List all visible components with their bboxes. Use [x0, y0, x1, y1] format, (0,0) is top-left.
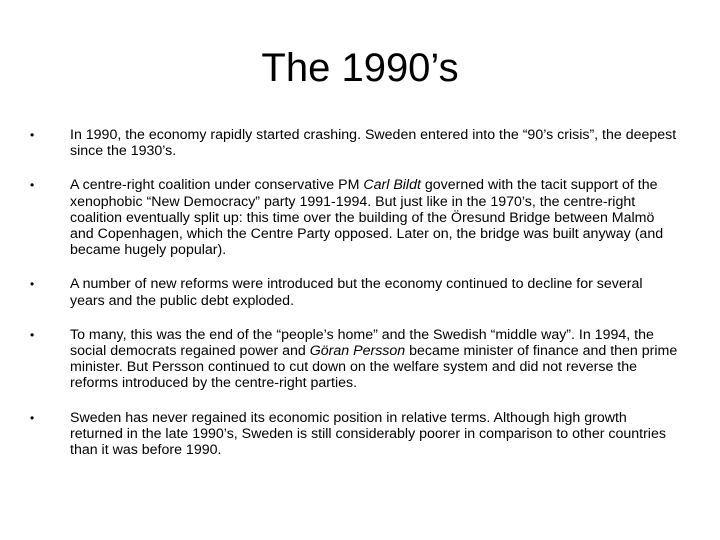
- bullet-icon: •: [30, 277, 35, 292]
- bullet-icon: •: [30, 128, 35, 142]
- bullet-list: [30, 127, 680, 476]
- bullet-text-segment: A number of new reforms were introduced but the economy continued to decline for several years and the public debt exploded.: [70, 276, 643, 309]
- bullet-text: [70, 177, 680, 258]
- bullet-text-segment: Sweden has never regained its economic position in relative terms. Although high growth returned in the late 1990’s, Sweden is still considerably poorer in comparison to other countries than it was before 1990.: [70, 409, 666, 459]
- bullet-text-segment: To many, this was the end of the “people’s home” and the Swedish “middle way”. In 1994, the social democrats regained power and: [70, 326, 654, 360]
- bullet-text: [70, 327, 680, 392]
- bullet-text: [70, 127, 680, 159]
- bullet-item: [30, 276, 680, 308]
- bullet-item: [30, 177, 680, 258]
- bullet-item: [30, 127, 680, 159]
- bullet-text: [70, 276, 680, 308]
- bullet-text-segment: In 1990, the economy rapidly started crashing. Sweden entered into the “90’s crisis”, the deepest since the 1930’s.: [70, 127, 677, 160]
- bullet-item: [30, 410, 680, 459]
- bullet-text: [70, 410, 680, 459]
- bullet-icon: •: [30, 327, 35, 342]
- bullet-name-emphasis: Göran Persson: [309, 343, 406, 360]
- bullet-icon: •: [30, 178, 35, 193]
- bullet-item: [30, 327, 680, 392]
- slide-title: The 1990’s: [261, 46, 459, 90]
- bullet-text-segment: became minister of finance and then prime minister. But Persson continued to cut down on the welfare system and did not reverse the reforms introduced by the centre-right parties.: [70, 343, 678, 392]
- bullet-icon: •: [30, 410, 35, 425]
- bullet-text-segment: A centre-right coalition under conservative PM: [70, 177, 364, 194]
- bullet-name-emphasis: Carl Bildt: [363, 177, 421, 194]
- bullet-text-segment: governed with the tacit support of the xenophobic “New Democracy” party 1991-1994. But just like in the 1970’s, the centre-right coalition eventually split up: this time over the building of the Öresund Bridge between Malmö and Copenhagen, which the Centre Party opposed. Later on, the bridge was built anyway (and became hugely popular).: [70, 177, 664, 259]
